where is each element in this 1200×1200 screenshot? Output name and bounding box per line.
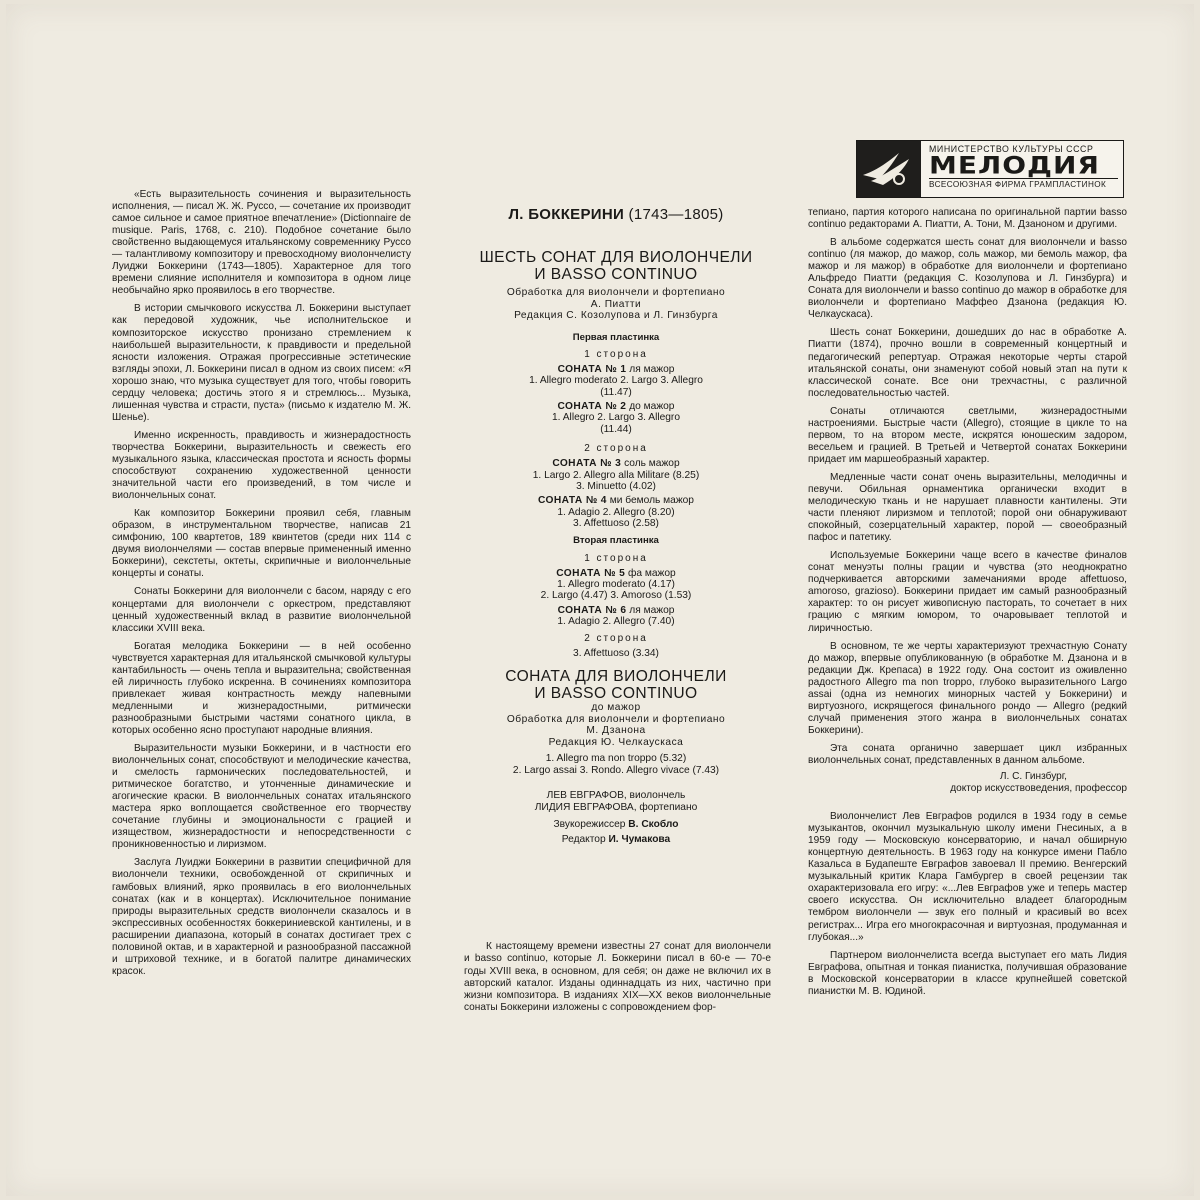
bio-paragraph: Партнером виолончелиста всегда выступает его мать Лидия Евграфова, опытная и тонкая пианистка, получившая образование в Московской консерватории в классе крупнейшей советской пианистки М. В. Юдиной. [808,949,1127,997]
performer: ЛИДИЯ ЕВГРАФОВА, фортепиано [534,801,698,813]
movements: 2. Largo assai 3. Rondo. Allegro vivace (7.43) [512,764,720,776]
signature-name: Л. С. Гинзбург, [999,771,1067,783]
sonata-title [448,605,784,616]
second-title-line1: СОНАТА ДЛЯ ВИОЛОНЧЕЛИ [505,668,727,686]
arranger-name: М. Дзанона [586,725,646,737]
left-paragraph: Именно искренность, правдивость и жизнерадостность творчества Боккерини, выразительность и свежесть его музыкального языка, классическая простота и ясность формы способствуют сохранению художественной ценности значительной части его произведений, в том числе и виолончельных сонат. [112,429,411,502]
credit-name: В. Скобло [628,819,679,831]
right-paragraph: тепиано, партия которого написана по оригинальной партии basso continuo редакторами А. Пиатти, А. Тони, М. Дзаноном и другими. [808,207,1127,231]
sonata-number: СОНАТА № 6 [557,604,627,616]
movements: 3. Minuetto (4.02) [576,481,656,493]
credit-name: И. Чумакова [608,834,671,846]
sonata-key: ми бемоль мажор [609,495,694,507]
album-title-line1: ШЕСТЬ СОНАТ ДЛЯ ВИОЛОНЧЕЛИ [479,249,753,266]
left-column [112,189,411,984]
left-paragraph: Выразительности музыки Боккерини, и в частности его виолончельных сонат, способствуют и мелодические качества, и смелость гармонических последовательностей, и ритмическое богатство, и утонченные динамические и агогические краски. В виолончельных сонатах итальянского мастера ярко воплощается свойственное его творчеству сочетание глубины и эмоциональности с грацией и изяществом, жизнерадостности и непосредственности с проникновенностью и лиризмом. [112,743,411,851]
signature-title: доктор искусствоведения, профессор [950,783,1127,795]
sonata-key: ля мажор [629,604,675,616]
program-listing [448,206,784,846]
sonata-number: СОНАТА № 1 [557,363,627,375]
center-paragraph: К настоящему времени известны 27 сонат для виолончели и basso continuo, которые Л. Боккерини писал в 60-е — 70-е годы XVIII века, в основном, для себя; он даже не включил их в авторский каталог. Изданы одиннадцать из них, частично при жизни композитора. В изданиях XIX—XX веков виолончельные сонаты Боккерини изложены с сопровождением фор- [464,941,771,1014]
melodiya-logo [856,140,1124,198]
movements: 1. Allegro ma non troppo (5.32) [545,753,687,765]
left-paragraph: Заслуга Луиджи Боккерини в развитии специфичной для виолончели техники, освобожденной от скрипичных и гамбовых влияний, ярко проявилась в его виолончельных сонатах (как и в концертах). Исключительное понимание природы выразительных средств виолончели сказалось и в экспрессивных особенностях боккериниевской кантилены, и в расширении диапазона, который в сонатах достигает трех с половиной октав, и в характерной и разнообразной пассажной и штриховой технике, и в богатой палитре динамических красок. [112,857,411,977]
left-paragraph: Сонаты Боккерини для виолончели с басом, наряду с его концертами для виолончели с оркестром, представляют ценный художественный вклад в развитие виолончельной классики XVIII века. [112,586,411,634]
logo-name: МЕЛОДИЯ [929,151,1100,180]
sonata-number: СОНАТА № 2 [557,401,627,412]
left-paragraph: Как композитор Боккерини проявил себя, главным образом, в инструментальном творчестве, написав 21 симфонию, 100 квартетов, 189 квинтетов (среди них 114 с двумя виолончелями — состав впервые примененный именно Боккерини), секстеты, октеты, скрипичные и виолончельные концерты и сонаты. [112,508,411,580]
arrangement-note: Обработка для виолончели и фортепиано [506,287,726,298]
left-paragraph: Богатая мелодика Боккерини — в ней особенно чувствуется характерная для итальянской смычковой культуры кантабильность — очень тепла и выразительна; свойственная ей лиричность глубоко искренна. В сочинениях композитора привлекает живая контрастность между напевными медленными и жизнерадостными, ритмически разнообразными быстрыми частями сонатного цикла, в которых особенно ясно проступают народные влияния. [112,640,411,736]
arrangement-note: Обработка для виолончели и фортепиано [506,713,726,725]
right-paragraph: В основном, те же черты характеризуют трехчастную Сонату до мажор, впервые опубликованную (в обработке М. Дзанона и в редакции Дж. Крепаса) в 1922 году. Она состоит из оживленно радостного Allegro ma non troppo, глубоко выразительного Largo assai (одна из немногих минорных частей у Боккерини) и виртуозного, искрящегося финального рондо — Allegro (редкий случай применения этого жанра в виолончельных сонатах Боккерини). [808,640,1127,736]
right-paragraph: Используемые Боккерини чаще всего в качестве финалов сонат менуэты полны грации и чувства (это неоднократно подчеркивается авторскими замечаниями вроде affettuoso, amoroso, grazioso). Боккерини придает им самый разнообразный характер: то он рисует живописную пасторать, то сочетает в них грацию с мягким юмором, то очаровывает теплотой и лиричностью. [808,550,1127,634]
side-label: 1 сторона [584,552,648,564]
side-label: 1 сторона [584,348,648,360]
record-label: Вторая пластинка [573,534,659,546]
side-label: 2 сторона [584,443,648,455]
composer-years: (1743—1805) [628,206,724,223]
sonata-key: фа мажор [628,567,676,579]
composer-heading [448,206,784,223]
sonata-key: до мажор [629,401,675,412]
sound-engineer [448,819,784,831]
bio-paragraph: Виолончелист Лев Евграфов родился в 1934 году в семье музыкантов, окончил музыкальную школу имени Гнесиных, а в 1959 году — Московскую консерваторию, и начал обширную концертную деятельность. В 1963 году на конкурсе имени Пабло Казальса в Будапеште Евграфов завоевал II премию. Венгерский музыкальный критик Клара Гамбургер в своей рецензии так охарактеризовала его игру: «...Лев Евграфов уже и теперь мастер своего искусства. Он исключительно владеет благородным тембром виолончели — звук его полный и красивый во всех регистрах... Игра его многокрасочная и виртуозная, продуманная и глубокая...» [808,811,1127,943]
sonata-number: СОНАТА № 3 [552,458,622,470]
second-key: до мажор [591,702,641,714]
movements: 1. Allegro 2. Largo 3. Allegro [552,412,680,424]
arranger-name: А. Пиатти [590,298,642,310]
editors-note: Редакция С. Козолупова и Л. Гинзбурга [514,310,718,322]
right-paragraph: Сонаты отличаются светлыми, жизнерадостными настроениями. Быстрые части (Allegro), стоящие в цикле то на первом, то на втором месте, искрятся юношеским задором, весельем и грацией. В Третьей и Четвертой сонатах Боккерини придает им маршеобразный характер. [808,405,1127,465]
sonata-key: ля мажор [629,363,675,375]
logo-ministry: МИНИСТЕРСТВО КУЛЬТУРЫ СССР [929,144,1094,154]
right-column [808,207,1127,1004]
movements: 1. Largo 2. Allegro alla Militare (8.25) [532,469,700,481]
composer-name: Л. БОККЕРИНИ [508,206,625,223]
editor-credit [448,834,784,846]
sonata-number: СОНАТА № 4 [538,495,607,507]
melodiya-emblem-icon [857,141,921,197]
sonata-title [448,458,784,469]
right-paragraph: Шесть сонат Боккерини, дошедших до нас в обработке А. Пиатти (1874), прочно вошли в современный концертный и педагогический репертуар. Отражая некоторые черты старой итальянской сонаты, они знаменуют собой новый этап на пути к классической сонате. Все они трехчастны, с различной последовательностью частей. [808,327,1127,399]
right-paragraph: В альбоме содержатся шесть сонат для виолончели и basso continuo (ля мажор, до мажор, соль мажор, ми бемоль мажор, фа мажор и ля мажор) в обработке для виолончели и фортепиано Альфредо Пиатти (редакция С. Козолупова и Л. Гинзбурга) и Соната для виолончели и basso continuo до мажор в обработке для виолончели и фортепиано Маффео Дзанона (редакция Ю. Челкаускаса). [808,237,1127,321]
movements: 1. Adagio 2. Allegro (8.20) [557,506,675,518]
record-label: Первая пластинка [572,331,660,343]
movements: 1. Allegro moderato 2. Largo 3. Allegro [529,375,703,387]
right-paragraph: Эта соната органично завершает цикл избранных виолончельных сонат, представленных в данном альбоме. [808,742,1127,766]
sonata-title [448,495,784,506]
logo-firm: ВСЕСОЮЗНАЯ ФИРМА ГРАМПЛАСТИНОК [929,178,1118,189]
sonata-number: СОНАТА № 5 [556,567,626,579]
sonata-title [448,364,784,375]
movements: 1. Allegro moderato (4.17) [557,579,675,591]
credit-label: Редактор [561,834,606,846]
duration: (11.44) [600,423,632,435]
center-bottom-text [464,941,771,1021]
album-title-line2: И BASSO CONTINUO [534,266,698,283]
performer: ЛЕВ ЕВГРАФОВ, виолончель [546,790,686,802]
movements: 3. Affettuoso (2.58) [573,518,659,530]
second-title-line2: И BASSO CONTINUO [534,685,698,703]
sonata-key: соль мажор [624,458,680,470]
sonata-title [448,401,784,412]
left-paragraph: В истории смычкового искусства Л. Боккерини выступает как передовой художник, чье исполнительское и композиторское искусство пронизано стремлением к наибольшей выразительности, к правдивости и предельной ясности изложения. Отражая прогрессивные эстетические взгляды эпохи, Л. Боккерини писал в одном из своих писем: «Я хорошо знаю, что музыка существует для того, чтобы говорить сердцу человека; достичь этого я и стремлюсь... Музыка, лишенная чувства и страсти, пуста» (письмо к издателю М. Ж. Шенье). [112,303,411,423]
editors-note: Редакция Ю. Челкаускаса [548,736,684,748]
side-label: 2 сторона [584,632,648,644]
duration: (11.47) [600,386,632,398]
sonata-title [448,568,784,579]
movements: 2. Largo (4.47) 3. Amoroso (1.53) [540,590,692,602]
right-paragraph: Медленные части сонат очень выразительны, мелодичны и певучи. Обильная орнаментика органически входит в мелодическую ткань и не нарушает плавности кантилены. Эти части пленяют лиризмом и теплотой; порой они обнаруживают спокойный, созерцательный характер, порой — своеобразный пафос и патетику. [808,471,1127,544]
left-paragraph: «Есть выразительность сочинения и выразительность исполнения, — писал Ж. Ж. Руссо, — сочетание их производит самое сильное и самое приятное впечатление» (Dictionnaire de musique. Paris, 1768, с. 210). Подобное сочетание было свойственно выдающемуся итальянскому современнику Руссо — талантливому композитору и превосходному виолончелисту Луиджи Боккерини (1743—1805). Характерное для того времени слияние исполнителя и композитора в одном лице необычайно ярко проявилось в его творчестве. [112,189,411,297]
credit-label: Звукорежиссер [553,819,626,831]
movements: 1. Adagio 2. Allegro (7.40) [557,616,675,628]
movements: 3. Affettuoso (3.34) [573,647,659,659]
